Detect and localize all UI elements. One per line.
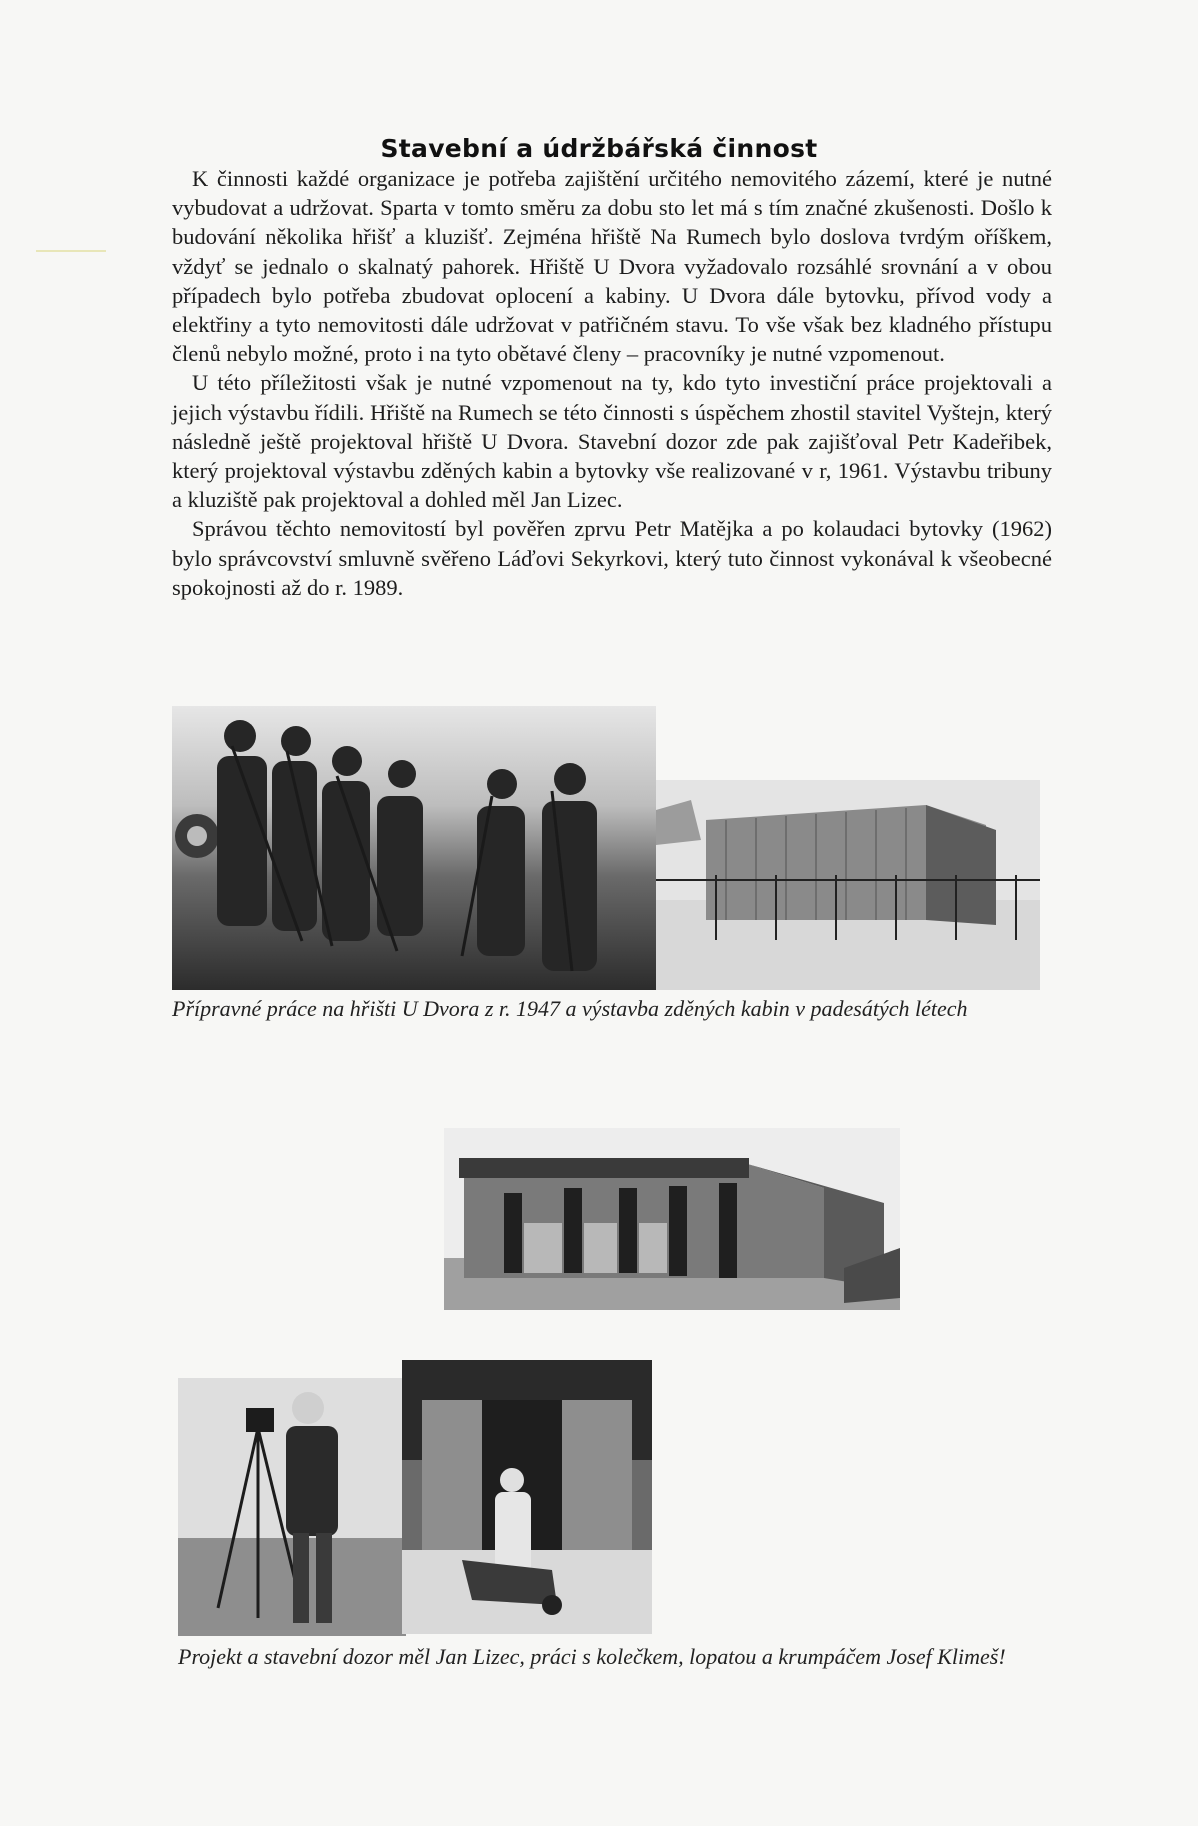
- caption-second: Projekt a stavební dozor měl Jan Lizec, práci s kolečkem, lopatou a krumpáčem Josef Klimeš!: [178, 1644, 1006, 1669]
- page-title: Stavební a údržbářská činnost: [380, 134, 818, 163]
- wooden-barracks-photo: [656, 780, 1040, 990]
- paragraph-3: Správou těchto nemovitostí byl pověřen zprvu Petr Matějka a po kolaudaci bytovky (1962) bylo správcovství smluvně svěřeno Láďovi Sekyrkovi, který tuto činnost vykonával k všeobecné spokojnosti až do r. 1989.: [172, 516, 1052, 600]
- paragraph-1: K činnosti každé organizace je potřeba zajištění určitého nemovitého zázemí, které je nutné vybudovat a udržovat. Sparta v tomto směru za dobu sto let má s tím značné zkušenosti. Došlo k budování několika hřišť a kluzišť. Zejména hřiště Na Rumech bylo doslova tvrdým oříškem, vždyť se jednalo o skalnatý pahorek. Hřiště U Dvora vyžadovalo rozsáhlé srovnání a v obou případech bylo potřeba zbudovat oplocení a kabiny. U Dvora dále bytovku, přívod vody a elektřiny a tyto nemovitosti dále udržovat v patřičném stavu. To vše však bez kladného přístupu členů nebylo možné, proto i na tyto obětavé členy – pracovníky je nutné vzpomenout.: [172, 166, 1052, 367]
- surveyor-photo: [178, 1378, 406, 1636]
- paragraph-2: U této příležitosti však je nutné vzpomenout na ty, kdo tyto investiční práce projektovali a jejich výstavbu řídili. Hřiště na Rumech se této činnosti s úspěchem zhostil stavitel Vyštejn, který následně ještě projektoval hřiště U Dvora. Stavební dozor zde pak zajišťoval Petr Kadeřibek, který projektoval výstavbu zděných kabin a bytovky vše realizované v r, 1961. Výstavbu tribuny a kluziště pak projektoval a dohled měl Jan Lizec.: [172, 370, 1052, 513]
- brick-building-photo: [444, 1128, 900, 1310]
- article-body: [172, 164, 1052, 602]
- workers-photo: [172, 706, 656, 990]
- caption-first: Přípravné práce na hřišti U Dvora z r. 1947 a výstavba zděných kabin v padesátých létech: [172, 996, 968, 1021]
- wheelbarrow-worker-photo: [402, 1360, 652, 1634]
- margin-mark: [36, 250, 106, 252]
